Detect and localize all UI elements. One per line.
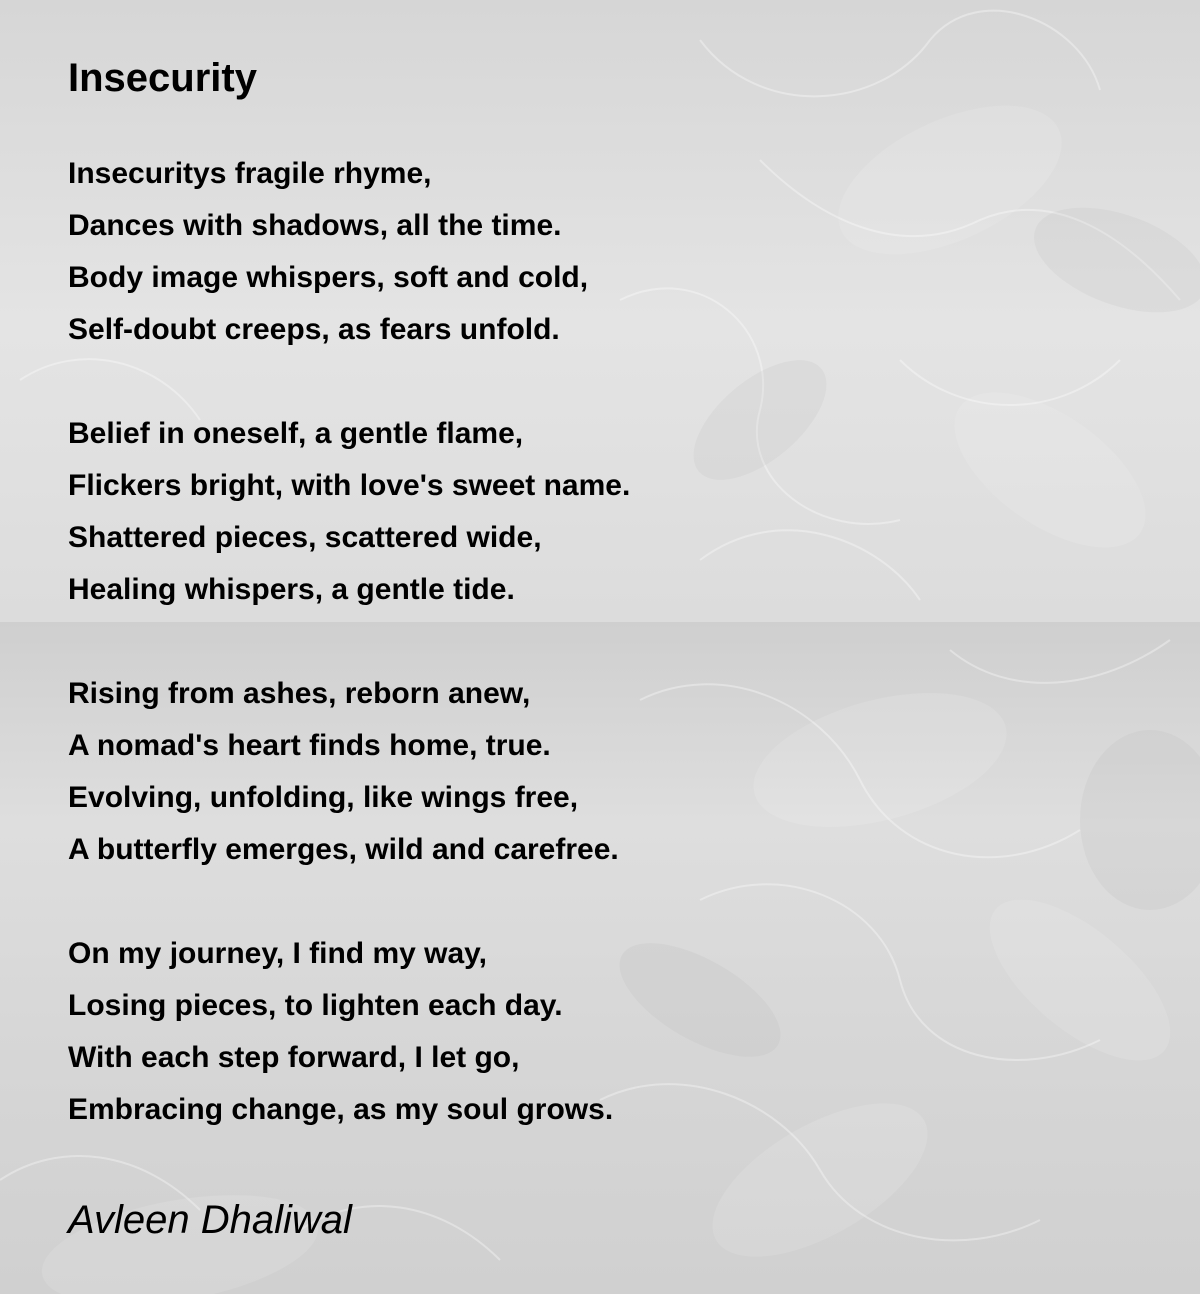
stanza-1 [68, 148, 588, 356]
stanza-2 [68, 408, 630, 616]
poem-line: Belief in oneself, a gentle flame, [68, 417, 524, 450]
poem-line: Dances with shadows, all the time. [68, 209, 562, 242]
poem-line: Shattered pieces, scattered wide, [68, 521, 542, 554]
poem-author: Avleen Dhaliwal [68, 1198, 352, 1242]
poem-line: A butterfly emerges, wild and carefree. [68, 833, 619, 866]
poem-line: Insecuritys fragile rhyme, [68, 157, 432, 190]
stanza-4 [68, 928, 613, 1136]
poem-line: Evolving, unfolding, like wings free, [68, 781, 579, 814]
poem-line: Self-doubt creeps, as fears unfold. [68, 313, 560, 346]
poem-line: Healing whispers, a gentle tide. [68, 573, 515, 606]
poem-line: A nomad's heart finds home, true. [68, 729, 551, 762]
poem-line: Flickers bright, with love's sweet name. [68, 469, 631, 502]
poem-line: Embracing change, as my soul grows. [68, 1093, 614, 1126]
poem-line: On my journey, I find my way, [68, 937, 487, 970]
stanza-3 [68, 668, 619, 876]
poem-line: Rising from ashes, reborn anew, [68, 677, 531, 710]
poem-line: With each step forward, I let go, [68, 1041, 520, 1074]
poem-title: Insecurity [68, 56, 257, 100]
poem-line: Losing pieces, to lighten each day. [68, 989, 563, 1022]
poem-line: Body image whispers, soft and cold, [68, 261, 589, 294]
